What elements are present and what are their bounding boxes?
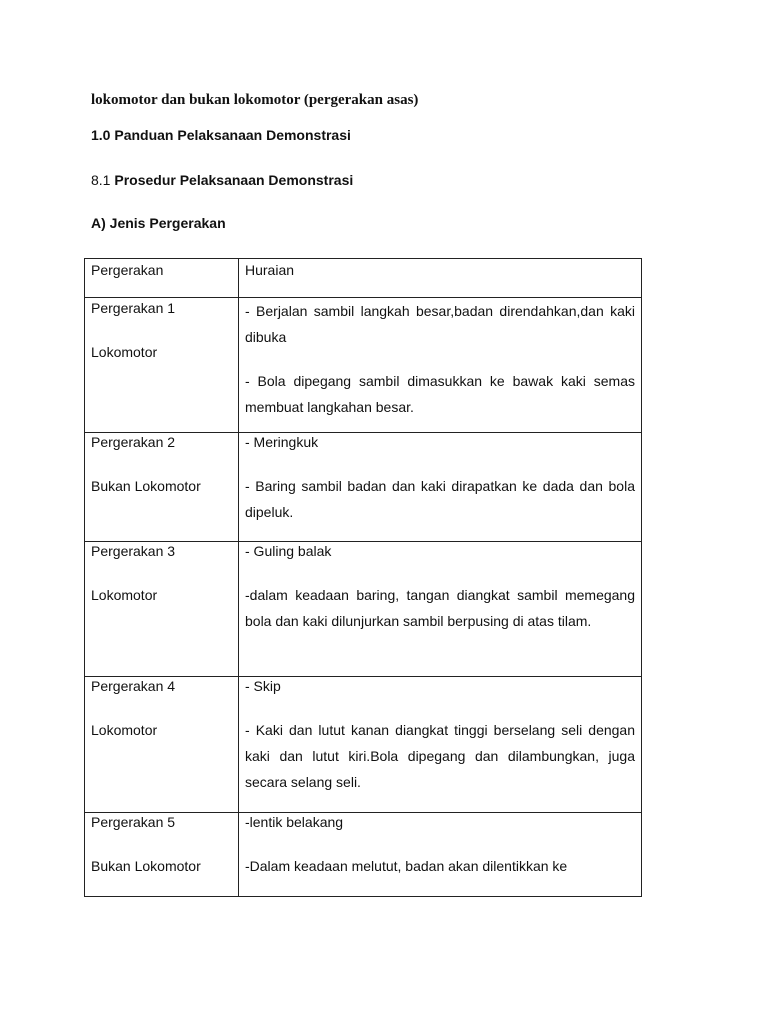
movement-name: Pergerakan 2 (91, 434, 176, 450)
description-cell (239, 813, 642, 897)
table-row (85, 433, 642, 542)
description-point: - Skip (245, 678, 281, 694)
header-label: Huraian (245, 262, 295, 278)
movement-cell (85, 433, 239, 542)
header-cell (85, 259, 239, 298)
movement-cell (85, 677, 239, 813)
description-point: -lentik belakang (245, 814, 344, 830)
table-row (85, 677, 642, 813)
description-point: - Meringkuk (245, 434, 319, 450)
movement-cell (85, 298, 239, 433)
table-row (85, 542, 642, 677)
movement-type: Lokomotor (91, 722, 158, 738)
movement-type: Bukan Lokomotor (91, 478, 201, 494)
table-row (85, 813, 642, 897)
movement-name: Pergerakan 4 (91, 678, 176, 694)
movement-table (84, 258, 642, 897)
table-row (85, 298, 642, 433)
section-heading-3: A) Jenis Pergerakan (91, 215, 226, 231)
description-cell (239, 542, 642, 677)
movement-cell (85, 542, 239, 677)
section-heading-1: 1.0 Panduan Pelaksanaan Demonstrasi (91, 127, 351, 143)
movement-name: Pergerakan 3 (91, 543, 176, 559)
description-point: -Dalam keadaan melutut, badan akan dilentikkan ke (245, 858, 568, 874)
section-text: Prosedur Pelaksanaan Demonstrasi (114, 172, 354, 188)
doc-title-line: lokomotor dan bukan lokomotor (pergerakan asas) (91, 92, 419, 108)
description-cell (239, 298, 642, 433)
movement-type: Lokomotor (91, 587, 158, 603)
description-cell (239, 677, 642, 813)
section-number: 8.1 (91, 172, 111, 188)
description-point: -dalam keadaan baring, tangan diangkat sambil memegang bola dan kaki dilunjurkan sambil berpusing di atas tilam. (245, 587, 635, 629)
section-heading-2 (91, 172, 353, 188)
description-cell (239, 433, 642, 542)
table-header-row (85, 259, 642, 298)
description-point: - Kaki dan lutut kanan diangkat tinggi berselang seli dengan kaki dan lutut kiri.Bola dipegang dan dilambungkan, juga secara selang seli. (245, 722, 635, 790)
movement-name: Pergerakan 1 (91, 300, 176, 316)
movement-type: Bukan Lokomotor (91, 858, 201, 874)
movement-cell (85, 813, 239, 897)
movement-type: Lokomotor (91, 344, 158, 360)
description-point: - Bola dipegang sambil dimasukkan ke bawak kaki semas membuat langkahan besar. (245, 373, 635, 415)
description-point: - Guling balak (245, 543, 332, 559)
description-point: - Baring sambil badan dan kaki dirapatkan ke dada dan bola dipeluk. (245, 478, 635, 520)
header-label: Pergerakan (91, 262, 164, 278)
description-point: - Berjalan sambil langkah besar,badan direndahkan,dan kaki dibuka (245, 303, 635, 345)
movement-name: Pergerakan 5 (91, 814, 176, 830)
header-cell (239, 259, 642, 298)
